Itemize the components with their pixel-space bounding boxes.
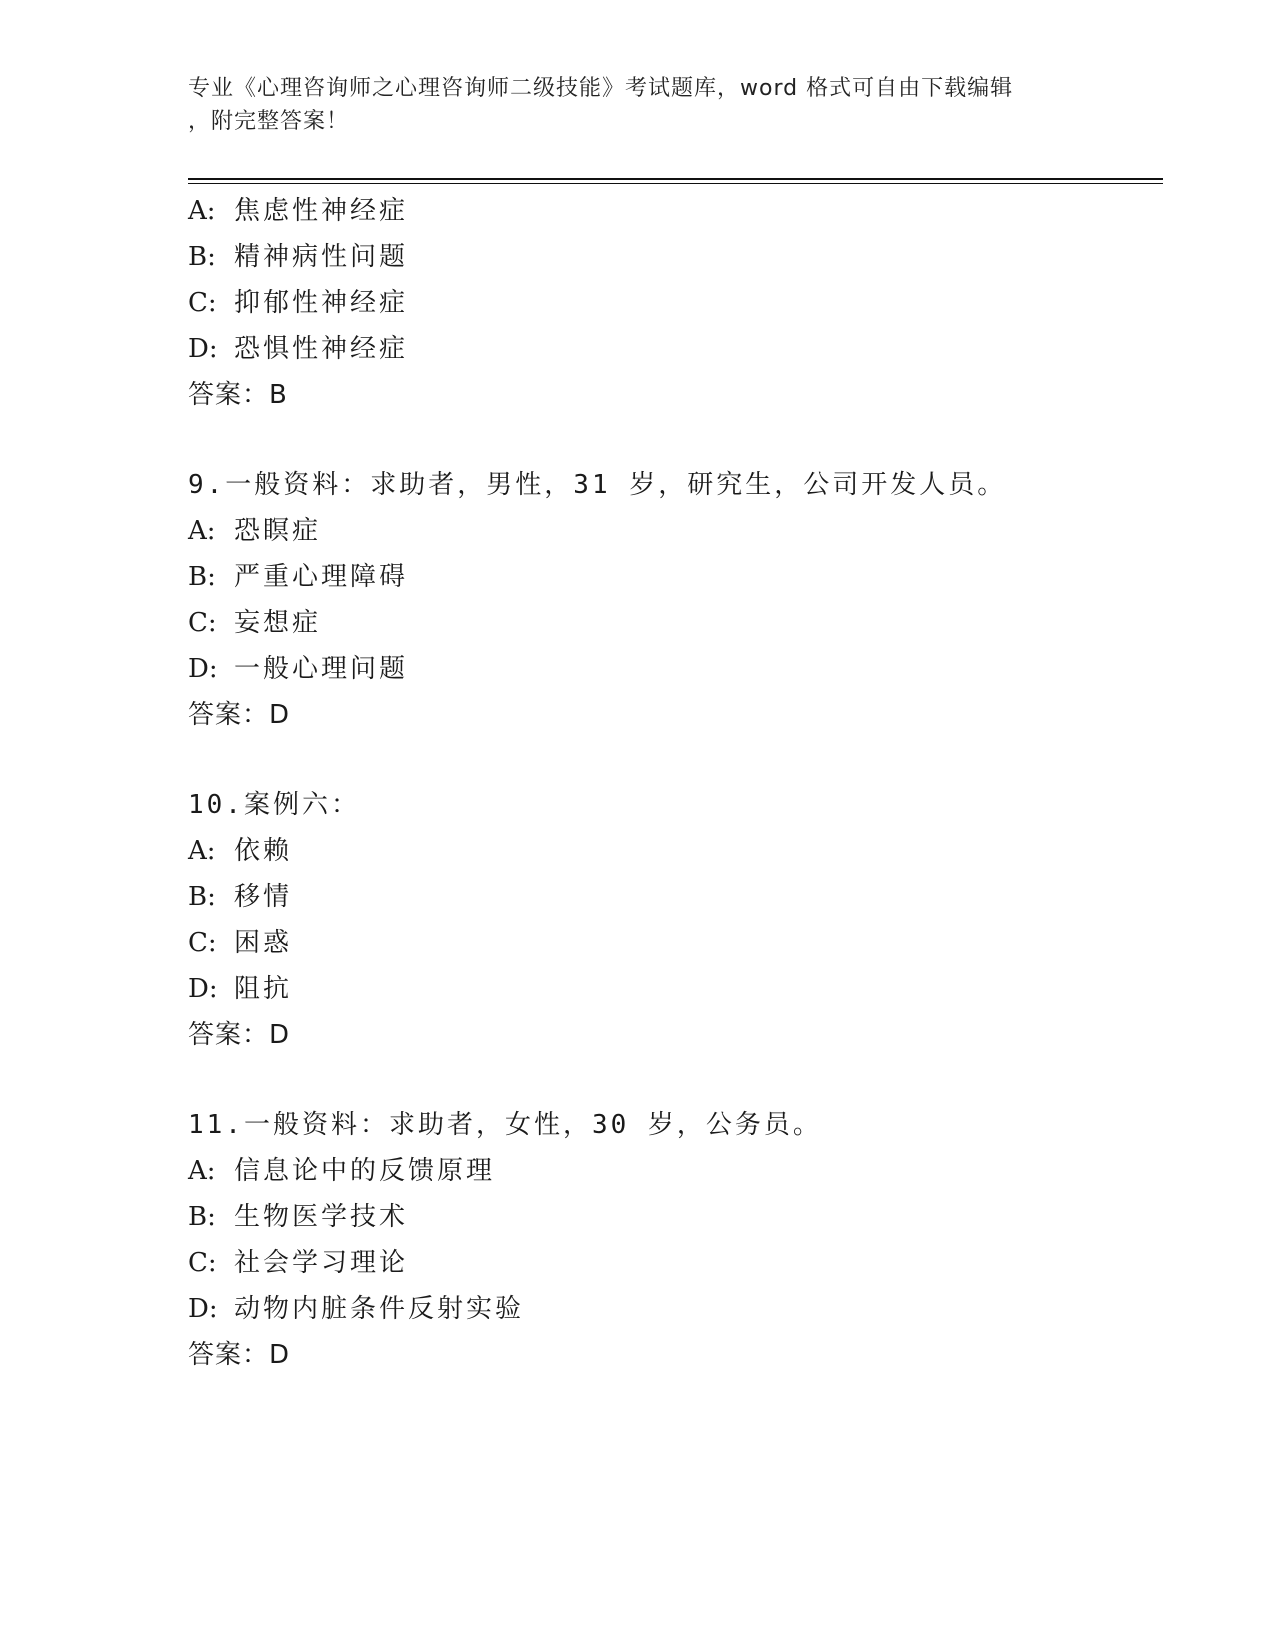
header-divider-thick [188,178,1163,180]
option-d [188,1286,1163,1332]
option-text: 动物内脏条件反射实验 [234,1294,525,1324]
question-gap [188,1058,1163,1102]
option-text: 移情 [234,882,293,912]
option-letter: D: [188,1294,218,1324]
option-b [188,554,1163,600]
document-header [188,72,1088,138]
option-text: 恐瞑症 [234,516,322,546]
option-letter: C: [188,928,217,958]
option-letter: C: [188,1248,217,1278]
option-d [188,966,1163,1012]
answer-line: 答案：D [188,1020,291,1050]
answer-line: 答案：B [188,380,288,410]
question-gap [188,418,1163,462]
option-d [188,646,1163,692]
option-text: 恐惧性神经症 [234,334,409,364]
option-text: 妄想症 [234,608,322,638]
option-c [188,280,1163,326]
option-text: 一般心理问题 [234,654,409,684]
option-a [188,188,1163,234]
header-divider-thin [188,183,1163,184]
question-9 [188,462,1163,738]
question-gap [188,738,1163,782]
option-a [188,828,1163,874]
option-text: 抑郁性神经症 [234,288,409,318]
header-line-2: ，附完整答案！ [188,109,350,134]
question-text: 9.一般资料：求助者，男性，31 岁，研究生，公司开发人员。 [188,470,1007,500]
header-line-1: 专业《心理咨询师之心理咨询师二级技能》考试题库，word 格式可自由下载编辑 [188,76,1014,101]
option-letter: B: [188,1202,216,1232]
option-letter: B: [188,242,216,272]
option-text: 困惑 [234,928,293,958]
option-letter: A: [188,1156,216,1186]
option-text: 严重心理障碍 [234,562,409,592]
option-c [188,920,1163,966]
question-text: 11.一般资料：求助者，女性，30 岁，公务员。 [188,1110,822,1140]
option-a [188,508,1163,554]
option-text: 信息论中的反馈原理 [234,1156,496,1186]
option-letter: B: [188,882,216,912]
option-letter: D: [188,334,218,364]
question-list [188,188,1163,1378]
option-a [188,1148,1163,1194]
option-text: 焦虑性神经症 [234,196,409,226]
option-b [188,1194,1163,1240]
question-text: 10.案例六： [188,790,360,820]
option-text: 生物医学技术 [234,1202,409,1232]
option-c [188,600,1163,646]
option-text: 社会学习理论 [234,1248,409,1278]
option-letter: D: [188,974,218,1004]
option-d [188,326,1163,372]
option-letter: B: [188,562,216,592]
answer-line: 答案：D [188,700,291,730]
option-b [188,234,1163,280]
option-letter: C: [188,288,217,318]
option-text: 依赖 [234,836,293,866]
option-letter: D: [188,654,218,684]
option-text: 精神病性问题 [234,242,409,272]
question-11 [188,1102,1163,1378]
option-text: 阻抗 [234,974,293,1004]
question-8 [188,188,1163,418]
answer-line: 答案：D [188,1340,291,1370]
option-letter: A: [188,196,216,226]
option-letter: A: [188,516,216,546]
option-letter: C: [188,608,217,638]
option-c [188,1240,1163,1286]
question-10 [188,782,1163,1058]
option-b [188,874,1163,920]
option-letter: A: [188,836,216,866]
